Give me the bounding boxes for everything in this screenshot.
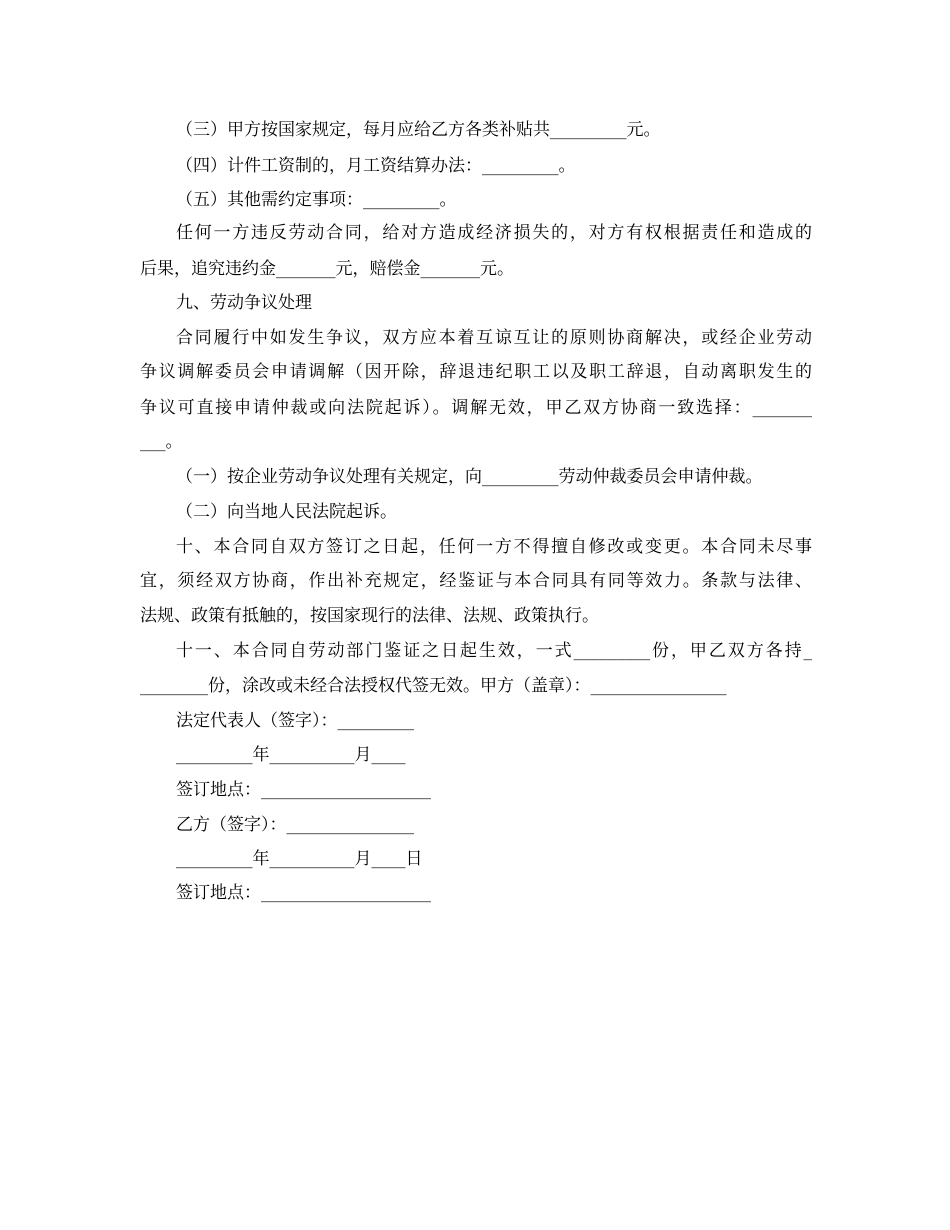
party-b-date: _________年__________月____日 [176,849,423,869]
dispute-option-1: （一）按企业劳动争议处理有关规定，向_________劳动仲裁委员会申请仲裁。 [176,467,763,487]
legal-representative-signature: 法定代表人（签字）：_________ [176,711,414,731]
clause-8-4: （四）计件工资制的，月工资结算办法：_________。 [176,156,576,176]
dispute-paragraph-line-1: 合同履行中如发生争议，双方应本着互谅互让的原则协商解决，或经企业劳动 [176,328,812,348]
section-11-line-1: 十一、本合同自劳动部门鉴证之日起生效，一式_________份，甲乙双方各持_ [176,641,812,661]
breach-paragraph-line-2: 后果，追究违约金_______元，赔偿金_______元。 [140,259,514,279]
section-10-line-2: 宜，须经双方协商，作出补充规定，经鉴证与本合同具有同等效力。条款与法律、 [140,571,812,591]
dispute-paragraph-line-2: 争议调解委员会申请调解（因开除，辞退违纪职工以及职工辞退，自动离职发生的 [140,362,812,382]
clause-8-3: （三）甲方按国家规定，每月应给乙方各类补贴共_________元。 [176,120,661,140]
section-10-line-3: 法规、政策有抵触的，按国家现行的法律、法规、政策执行。 [140,606,599,626]
dispute-paragraph-line-3: 争议可直接申请仲裁或向法院起诉）。调解无效，甲乙双方协商一致选择：_______ [140,398,812,418]
party-b-signature: 乙方（签字）：_______________ [176,815,414,835]
party-a-date: _________年__________月____ [176,745,406,765]
clause-8-5: （五）其他需约定事项：_________。 [176,190,457,210]
section-9-heading: 九、劳动争议处理 [176,293,312,313]
party-b-signing-place: 签订地点：____________________ [176,883,431,903]
section-11-line-2: ________份，涂改或未经合法授权代签无效。甲方（盖章）：________________ [140,676,727,696]
party-a-signing-place: 签订地点：____________________ [176,780,431,800]
dispute-paragraph-line-4: ___。 [140,432,183,452]
section-10-line-1: 十、本合同自双方签订之日起，任何一方不得擅自修改或变更。本合同未尽事 [176,537,812,557]
breach-paragraph-line-1: 任何一方违反劳动合同，给对方造成经济损失的，对方有权根据责任和造成的 [176,223,812,243]
dispute-option-2: （二）向当地人民法院起诉。 [176,502,397,522]
